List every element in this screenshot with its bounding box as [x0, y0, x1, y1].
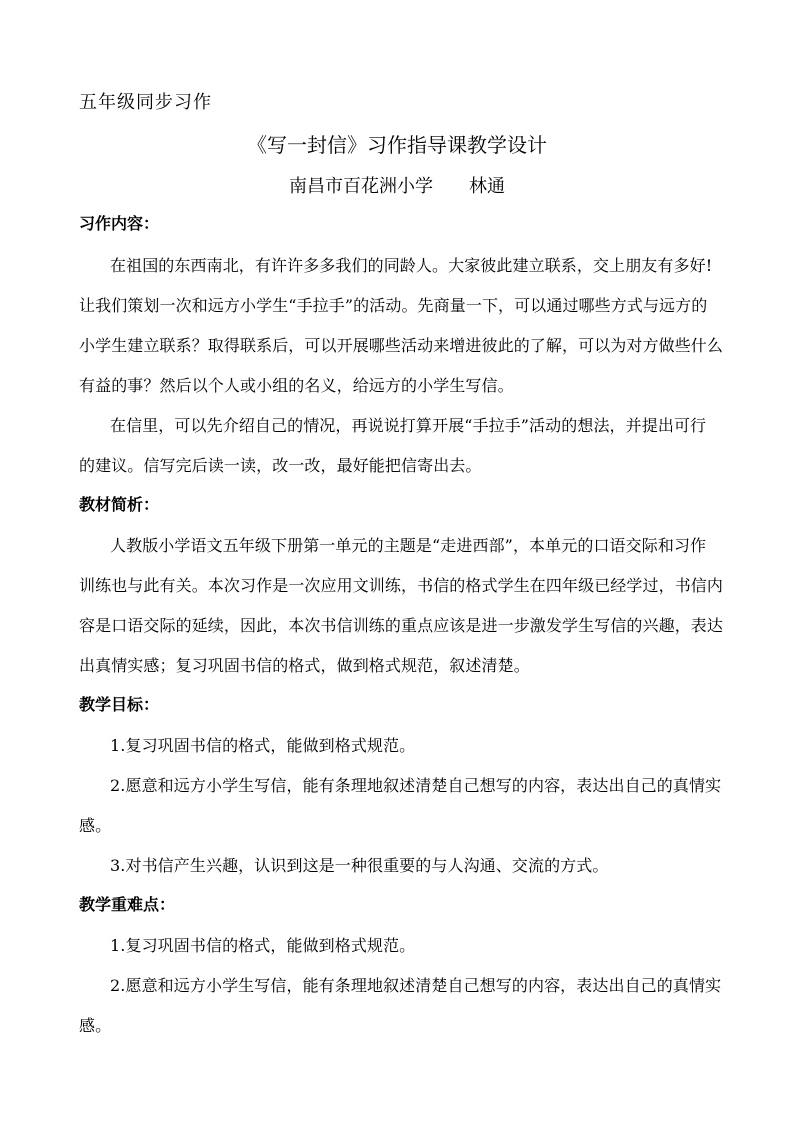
paragraph-line: 在祖国的东西南北，有许许多多我们的同龄人。大家彼此建立联系，交上朋友有多好! — [110, 256, 713, 275]
list-item: 1.复习巩固书信的格式，能做到格式规范。 — [110, 736, 416, 755]
paragraph-line: 容是口语交际的延续，因此，本次书信训练的重点应该是进一步激发学生写信的兴趣，表达 — [79, 616, 724, 635]
list-item: 2.愿意和远方小学生写信，能有条理地叙述清楚自己想写的内容，表达出自己的真情实 — [110, 976, 722, 995]
paragraph-line: 在信里，可以先介绍自己的情况，再说说打算开展“手拉手”活动的想法，并提出可行 — [110, 416, 707, 435]
grade-label: 五年级同步习作 — [79, 92, 212, 113]
school-name: 南昌市百花洲小学 — [289, 176, 433, 197]
section-heading-analysis: 教材简析： — [79, 495, 160, 514]
document-title — [0, 129, 794, 158]
list-item: 2.愿意和远方小学生写信，能有条理地叙述清楚自己想写的内容，表达出自己的真情实 — [110, 776, 722, 795]
paragraph-line: 训练也与此有关。本次习作是一次应用文训练，书信的格式学生在四年级已经学过，书信内 — [79, 576, 724, 595]
paragraph-line: 人教版小学语文五年级下册第一单元的主题是“走进西部”，本单元的口语交际和习作 — [110, 536, 707, 555]
author-line — [0, 172, 794, 198]
paragraph-line: 的建议。信写完后读一读，改一改，最好能把信寄出去。 — [79, 456, 482, 475]
paragraph-line: 让我们策划一次和远方小学生“手拉手”的活动。先商量一下，可以通过哪些方式与远方的 — [79, 296, 708, 315]
document-title-text: 《写一封信》习作指导课教学设计 — [247, 133, 547, 157]
paragraph-line: 有益的事？然后以个人或小组的名义，给远方的小学生写信。 — [79, 376, 514, 395]
author-name: 林通 — [469, 176, 505, 197]
section-heading-content: 习作内容： — [79, 214, 160, 233]
list-item-continuation: 感。 — [79, 1016, 112, 1035]
paragraph-line: 小学生建立联系？取得联系后，可以开展哪些活动来增进彼此的了解，可以为对方做些什么 — [79, 336, 724, 355]
section-heading-goals: 教学目标： — [79, 695, 160, 714]
list-item-continuation: 感。 — [79, 816, 112, 835]
list-item: 1.复习巩固书信的格式，能做到格式规范。 — [110, 936, 416, 955]
list-item: 3.对书信产生兴趣，认识到这是一种很重要的与人沟通、交流的方式。 — [110, 856, 609, 875]
paragraph-line: 出真情实感；复习巩固书信的格式，做到格式规范，叙述清楚。 — [79, 656, 530, 675]
section-heading-keypoints: 教学重难点： — [79, 895, 176, 914]
